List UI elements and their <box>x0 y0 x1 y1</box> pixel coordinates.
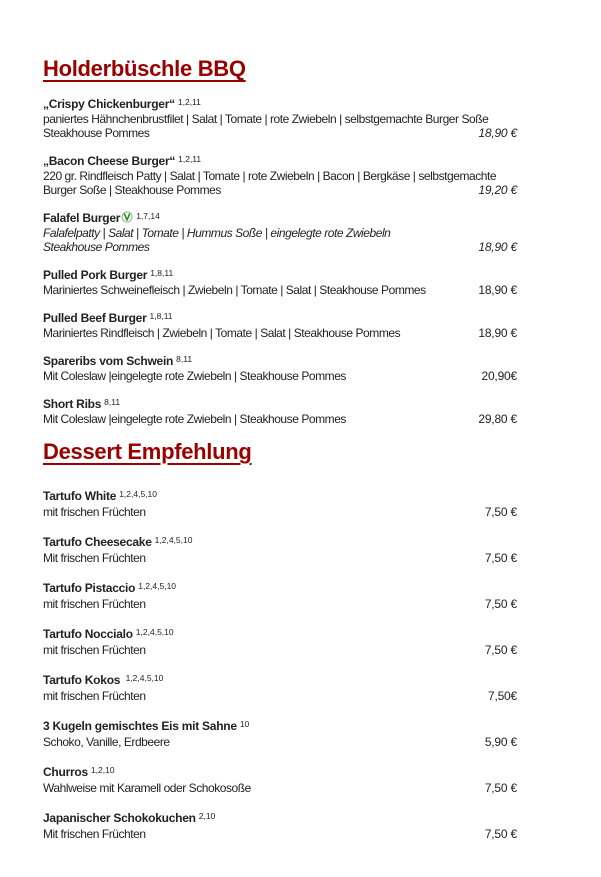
item-name: Short Ribs <box>43 397 102 411</box>
item-description <box>43 781 517 796</box>
item-title <box>43 811 517 827</box>
menu-section-dessert <box>43 440 517 842</box>
item-title <box>43 627 517 643</box>
item-description <box>43 112 517 140</box>
item-name: Pulled Pork Burger <box>43 268 148 282</box>
item-body <box>43 735 517 750</box>
vegetarian-v-icon <box>120 211 133 225</box>
menu-item <box>43 719 517 750</box>
allergen-superscript: 1,2,4,5,10 <box>135 627 174 637</box>
item-description <box>43 735 517 750</box>
item-title <box>43 268 517 283</box>
allergen-superscript: 1,2,11 <box>177 97 201 107</box>
item-price: 19,20 € <box>472 183 517 197</box>
item-description <box>43 283 517 297</box>
allergen-superscript: 10 <box>239 719 250 729</box>
description-line: paniertes Hähnchenbrustfilet | Salat | Tomate | rote Zwiebeln | selbstgemachte Burger Soße <box>43 112 489 126</box>
allergen-superscript: 1,2,4,5,10 <box>119 489 157 499</box>
item-name: „Crispy Chickenburger“ <box>43 97 175 111</box>
item-body <box>43 169 517 197</box>
menu-section-bbq <box>43 57 517 426</box>
item-title <box>43 211 517 226</box>
item-name: Pulled Beef Burger <box>43 311 147 325</box>
item-title <box>43 397 517 412</box>
description-line: Wahlweise mit Karamell oder Schokosoße <box>43 781 251 795</box>
item-body <box>43 326 517 340</box>
item-name: Falafel Burger <box>43 211 121 225</box>
allergen-superscript: 2,10 <box>198 811 216 821</box>
description-line: mit frischen Früchten <box>43 597 146 611</box>
description-line: Mit Coleslaw |eingelegte rote Zwiebeln | Steakhouse Pommes <box>43 369 346 383</box>
item-price: 18,90 € <box>472 326 517 340</box>
item-body <box>43 643 517 658</box>
description-line: Mit frischen Früchten <box>43 551 146 565</box>
item-title <box>43 719 517 735</box>
item-title <box>43 97 517 112</box>
menu-item <box>43 154 517 197</box>
description-line: mit frischen Früchten <box>43 643 146 657</box>
item-title <box>43 673 517 689</box>
item-name: Churros <box>43 765 88 779</box>
section-title-bbq: Holderbüschle BBQ <box>43 56 246 81</box>
item-body <box>43 412 517 426</box>
item-price: 18,90 € <box>472 283 517 297</box>
item-price: 7,50 € <box>479 597 517 612</box>
allergen-superscript: 8,11 <box>176 354 193 364</box>
item-body <box>43 505 517 520</box>
menu-item <box>43 489 517 520</box>
item-description <box>43 169 517 197</box>
item-body <box>43 283 517 297</box>
item-name: Tartufo Pistaccio <box>43 581 136 595</box>
description-line: 220 gr. Rindfleisch Patty | Salat | Tomate | rote Zwiebeln | Bacon | Bergkäse | selbstgemachte <box>43 169 497 183</box>
description-line: Schoko, Vanille, Erdbeere <box>43 735 170 749</box>
menu-item <box>43 627 517 658</box>
item-name: Spareribs vom Schwein <box>43 354 174 368</box>
item-title <box>43 581 517 597</box>
item-description <box>43 689 517 704</box>
item-price: 18,90 € <box>472 126 517 140</box>
item-name: Tartufo White <box>43 489 117 503</box>
item-description <box>43 643 517 658</box>
allergen-superscript: 1,8,11 <box>150 268 174 278</box>
description-line: mit frischen Früchten <box>43 689 146 703</box>
item-price: 18,90 € <box>472 240 517 254</box>
description-line: Burger Soße | Steakhouse Pommes <box>43 183 221 197</box>
item-body <box>43 781 517 796</box>
menu-item <box>43 211 517 254</box>
description-line: mit frischen Früchten <box>43 505 146 519</box>
item-description <box>43 226 517 254</box>
item-body <box>43 597 517 612</box>
item-title <box>43 354 517 369</box>
allergen-superscript: 1,2,10 <box>90 765 115 775</box>
item-description <box>43 369 517 383</box>
item-price: 5,90 € <box>479 735 517 750</box>
item-name: Tartufo Noccialo <box>43 627 133 641</box>
item-description <box>43 597 517 612</box>
description-line: Mit frischen Früchten <box>43 827 146 841</box>
allergen-superscript: 8,11 <box>104 397 121 407</box>
item-description <box>43 326 517 340</box>
item-price: 20,90€ <box>475 369 517 383</box>
allergen-superscript: 1,8,11 <box>149 311 173 321</box>
item-price: 7,50 € <box>479 781 517 796</box>
item-price: 29,80 € <box>472 412 517 426</box>
item-description <box>43 505 517 520</box>
item-body <box>43 827 517 842</box>
item-name: Tartufo Kokos <box>43 673 121 687</box>
item-description <box>43 827 517 842</box>
description-line: Mariniertes Schweinefleisch | Zwiebeln | Tomate | Salat | Steakhouse Pommes <box>43 283 426 297</box>
section-title-row <box>43 57 517 97</box>
item-title <box>43 535 517 551</box>
menu-item <box>43 354 517 383</box>
menu-item <box>43 268 517 297</box>
menu-item <box>43 397 517 426</box>
item-price: 7,50 € <box>479 827 517 842</box>
item-name: 3 Kugeln gemischtes Eis mit Sahne <box>43 719 237 733</box>
item-price: 7,50 € <box>479 551 517 566</box>
item-title <box>43 489 517 505</box>
item-price: 7,50 € <box>479 643 517 658</box>
item-body <box>43 369 517 383</box>
item-title <box>43 765 517 781</box>
item-body <box>43 226 517 254</box>
menu-item <box>43 97 517 140</box>
description-line: Mit Coleslaw |eingelegte rote Zwiebeln | Steakhouse Pommes <box>43 412 346 426</box>
section-title-row <box>43 440 517 489</box>
item-body <box>43 689 517 704</box>
item-title <box>43 154 517 169</box>
description-line: Mariniertes Rindfleisch | Zwiebeln | Tomate | Salat | Steakhouse Pommes <box>43 326 401 340</box>
item-description <box>43 412 517 426</box>
section-title-dessert: Dessert Empfehlung <box>43 439 252 464</box>
menu-item <box>43 811 517 842</box>
allergen-superscript: 1,2,4,5,10 <box>154 535 193 545</box>
description-line: Falafelpatty | Salat | Tomate | Hummus Soße | eingelegte rote Zwiebeln <box>43 226 391 240</box>
item-body <box>43 551 517 566</box>
allergen-superscript: 1,2,4,5,10 <box>123 673 164 683</box>
item-name: „Bacon Cheese Burger“ <box>43 154 176 168</box>
menu-item <box>43 311 517 340</box>
menu-item <box>43 535 517 566</box>
allergen-superscript: 1,7,14 <box>136 211 160 221</box>
item-description <box>43 551 517 566</box>
item-price: 7,50 € <box>479 505 517 520</box>
item-name: Tartufo Cheesecake <box>43 535 152 549</box>
item-title <box>43 311 517 326</box>
allergen-superscript: 1,2,4,5,10 <box>138 581 177 591</box>
item-name: Japanischer Schokokuchen <box>43 811 196 825</box>
description-line: Steakhouse Pommes <box>43 240 150 254</box>
item-price: 7,50€ <box>482 689 517 704</box>
description-line: Steakhouse Pommes <box>43 126 150 140</box>
allergen-superscript: 1,2,11 <box>178 154 202 164</box>
item-body <box>43 112 517 140</box>
menu-item <box>43 581 517 612</box>
menu-sections <box>43 57 517 842</box>
menu-item <box>43 765 517 796</box>
menu-item <box>43 673 517 704</box>
